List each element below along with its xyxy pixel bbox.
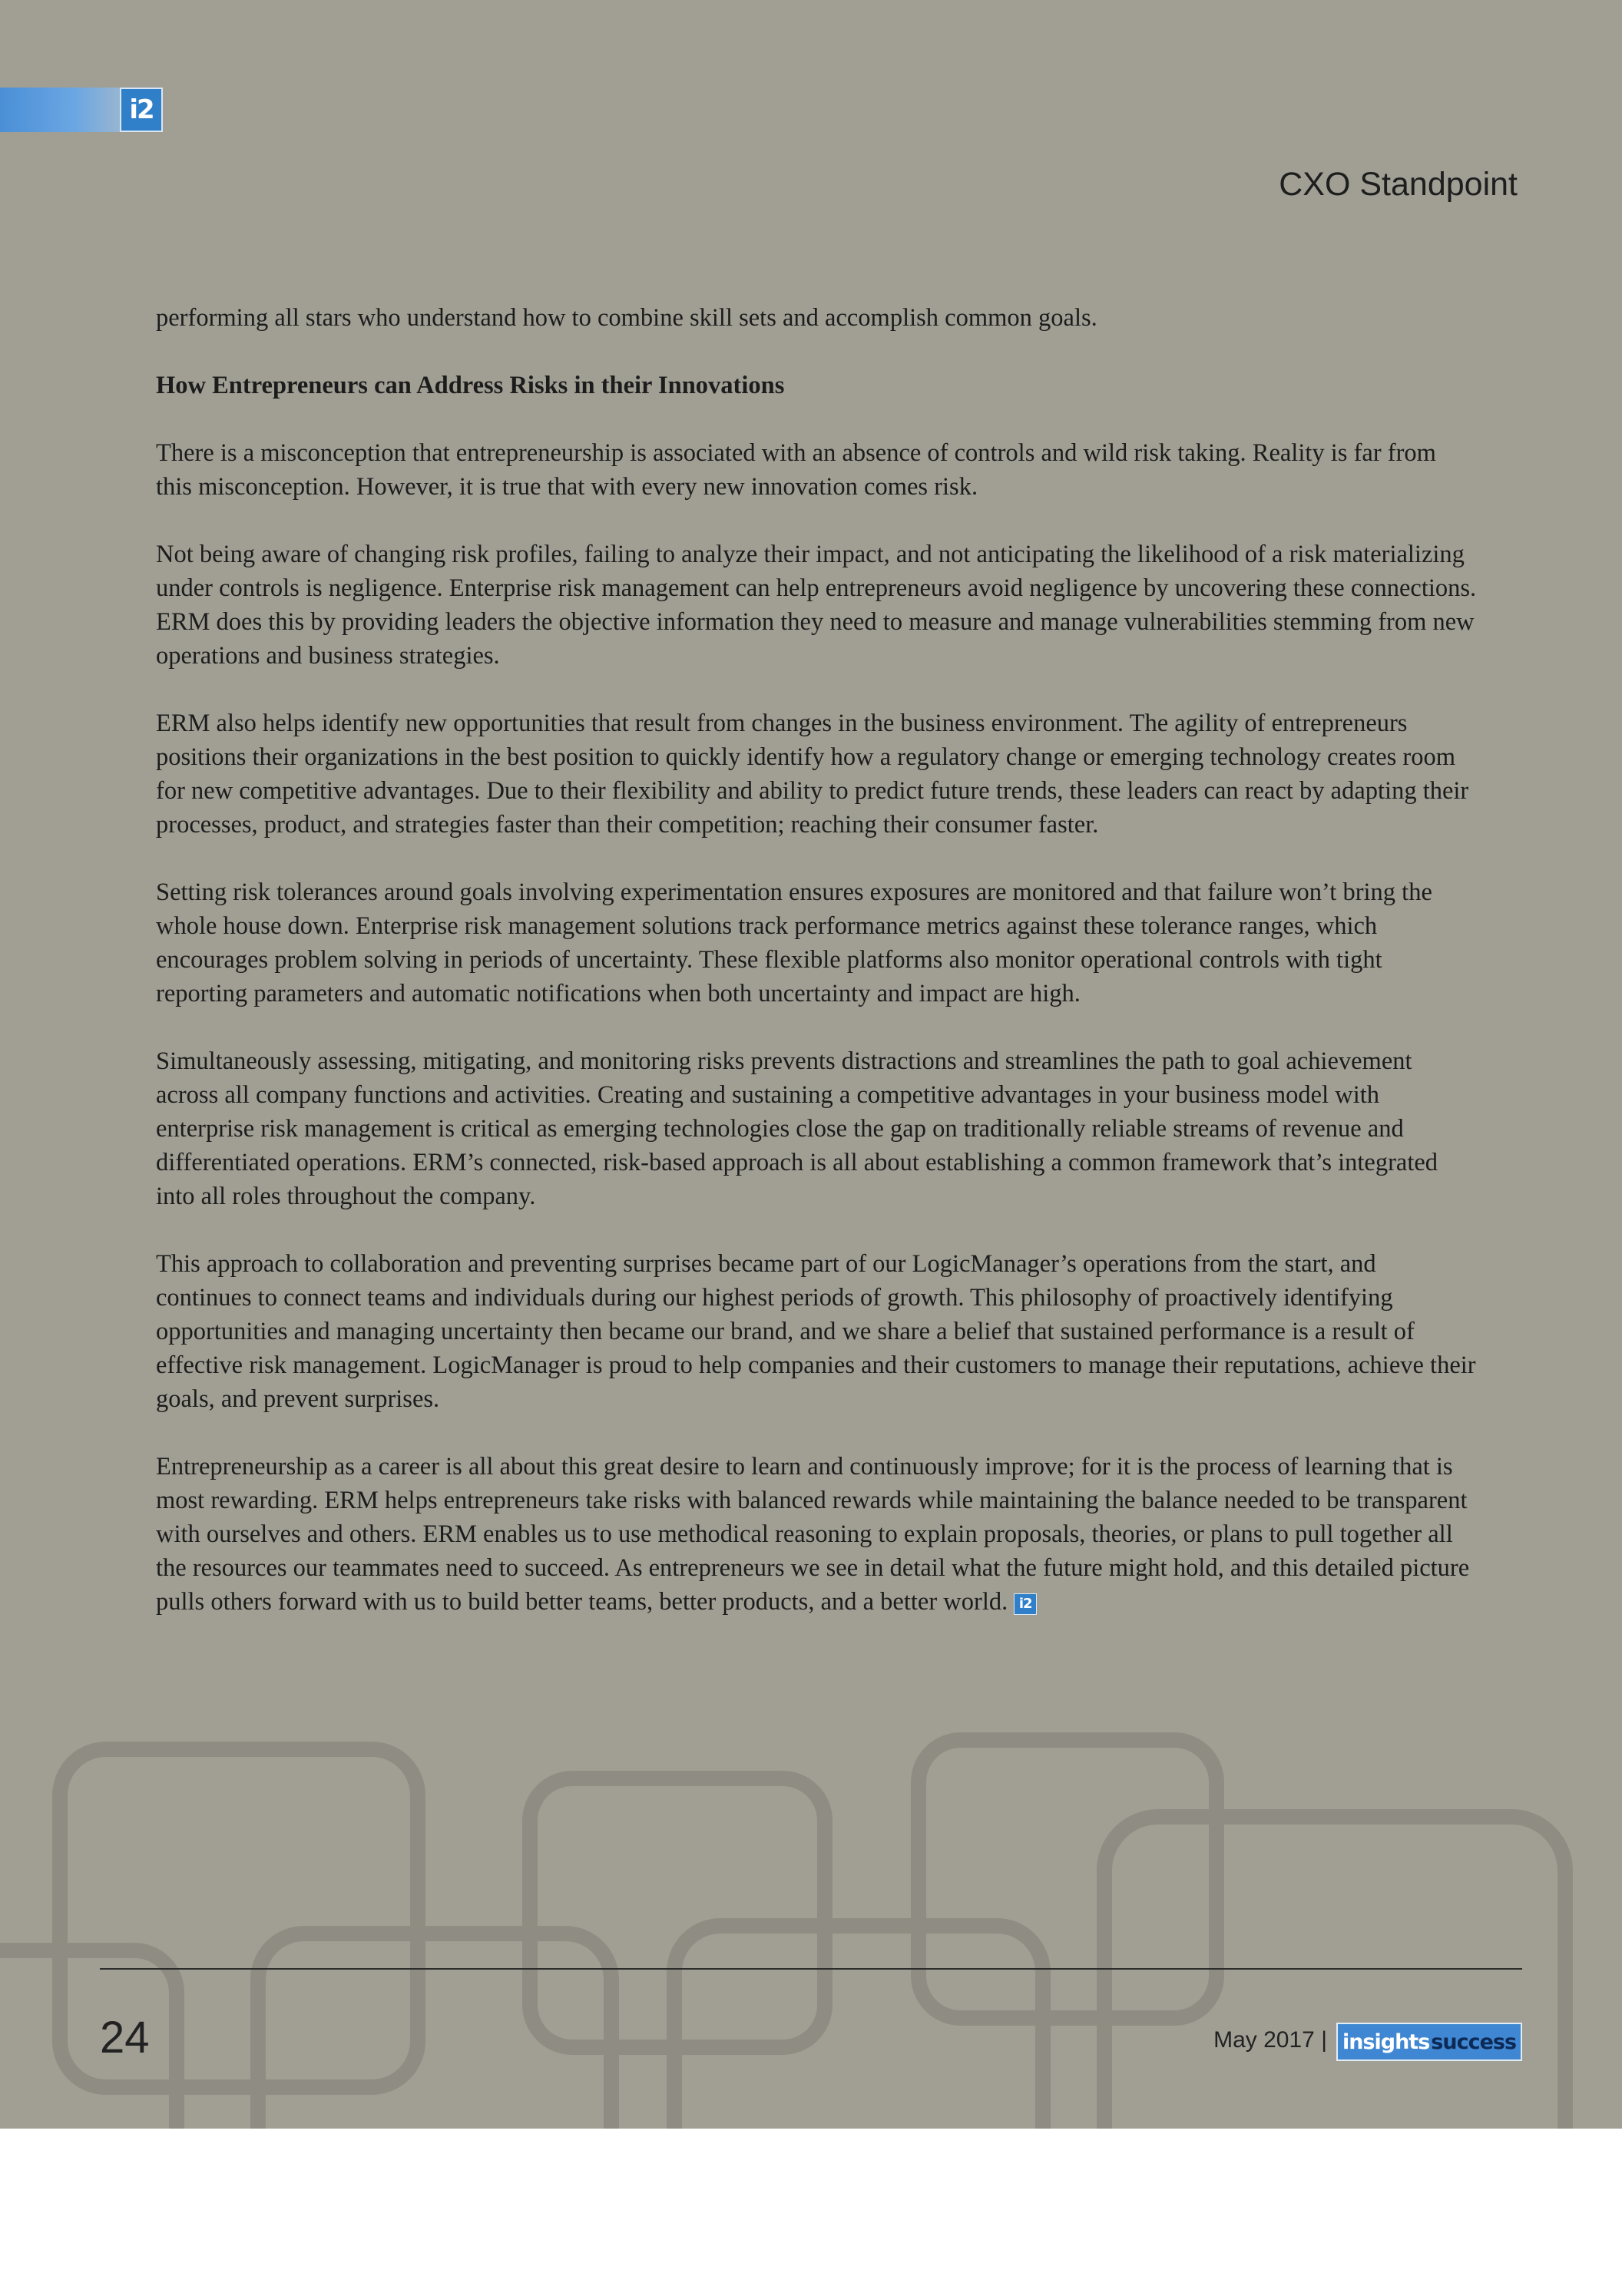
article-paragraph: Not being aware of changing risk profiles, failing to analyze their impact, and not anticipating the likelihood of a risk materializing under controls is negligence. Enterprise risk management can help entrepreneurs avoid negligence by uncovering these connections. ERM does this by providing leaders the objective information they need to measure and manage vulnerabilities stemming from new operations and business strategies. (156, 541, 1477, 670)
page-number: 24 (100, 2013, 150, 2063)
article-paragraph: This approach to collaboration and preventing surprises became part of our LogicManager’s operations from the start, and continues to connect teams and individuals during our highest periods of growth. This philosophy of proactively identifying opportunities and managing uncertainty then became our brand, and we share a belief that sustained performance is a result of effective risk management. LogicManager is proud to help companies and their customers to manage their reputations, achieve their goals, and prevent surprises. (156, 1250, 1476, 1413)
issue-date: May 2017 | (1213, 2027, 1327, 2053)
final-paragraph-text: Entrepreneurship as a career is all about this great desire to learn and continuously improve; for it is the process of learning that is most rewarding. ERM helps entrepreneurs take risks with balanced rewards while maintaining the balance needed to be transparent with ourselves and others. ERM enables us to use methodical reasoning to explain proposals, theories, or plans to pull together all the resources our teammates need to succeed. As entrepreneurs we see in detail what the future might hold, and this detailed picture pulls others forward with us to build better teams, better products, and a better world. (156, 1453, 1470, 1616)
article-paragraph: There is a misconception that entrepreneurship is associated with an absence of controls and wild risk taking. Reality is far from this misconception. However, it is true that with every new innovation comes risk. (156, 439, 1436, 501)
article-paragraph: Simultaneously assessing, mitigating, and monitoring risks prevents distractions and streamlines the path to goal achievement across all company functions and activities. Creating and sustaining a competitive advantages in your business model with enterprise risk management is critical as emerging technologies close the gap on traditionally reliable streams of revenue and differentiated operations. ERM’s connected, risk-based approach is all about establishing a common framework that’s integrated into all roles throughout the company. (156, 1047, 1438, 1210)
publication-logo (1336, 2023, 1522, 2061)
section-title: CXO Standpoint (1279, 166, 1518, 203)
footer-divider (100, 1968, 1522, 1970)
logo-text-main: insights (1342, 2030, 1430, 2054)
article-paragraph: ERM also helps identify new opportunities that result from changes in the business environment. The agility of entrepreneurs positions their organizations in the best position to quickly identify how a regulatory change or emerging technology creates room for new competitive advantages. Due to their flexibility and ability to predict future trends, these leaders can react by adapting their processes, product, and strategies faster than their competition; reaching their consumer faster. (156, 710, 1469, 839)
article-subheading: How Entrepreneurs can Address Risks in their Innovations (156, 372, 785, 399)
logo-text-accent: success (1431, 2030, 1517, 2054)
end-of-article-icon: i2 (1014, 1593, 1037, 1615)
brand-logo-badge: i2 (120, 88, 163, 132)
article-paragraph: Setting risk tolerances around goals involving experimentation ensures exposures are monitored and that failure won’t bring the whole house down. Enterprise risk management solutions track performance metrics against these tolerance ranges, which encourages problem solving in periods of uncertainty. These flexible platforms also monitor operational controls with tight reporting parameters and automatic notifications when both uncertainty and impact are high. (156, 878, 1432, 1007)
article-body (156, 301, 1477, 1653)
article-paragraph-final (156, 1450, 1477, 1619)
lead-in-paragraph: performing all stars who understand how to combine skill sets and accomplish common goals. (156, 304, 1097, 332)
header-color-band (0, 88, 123, 132)
